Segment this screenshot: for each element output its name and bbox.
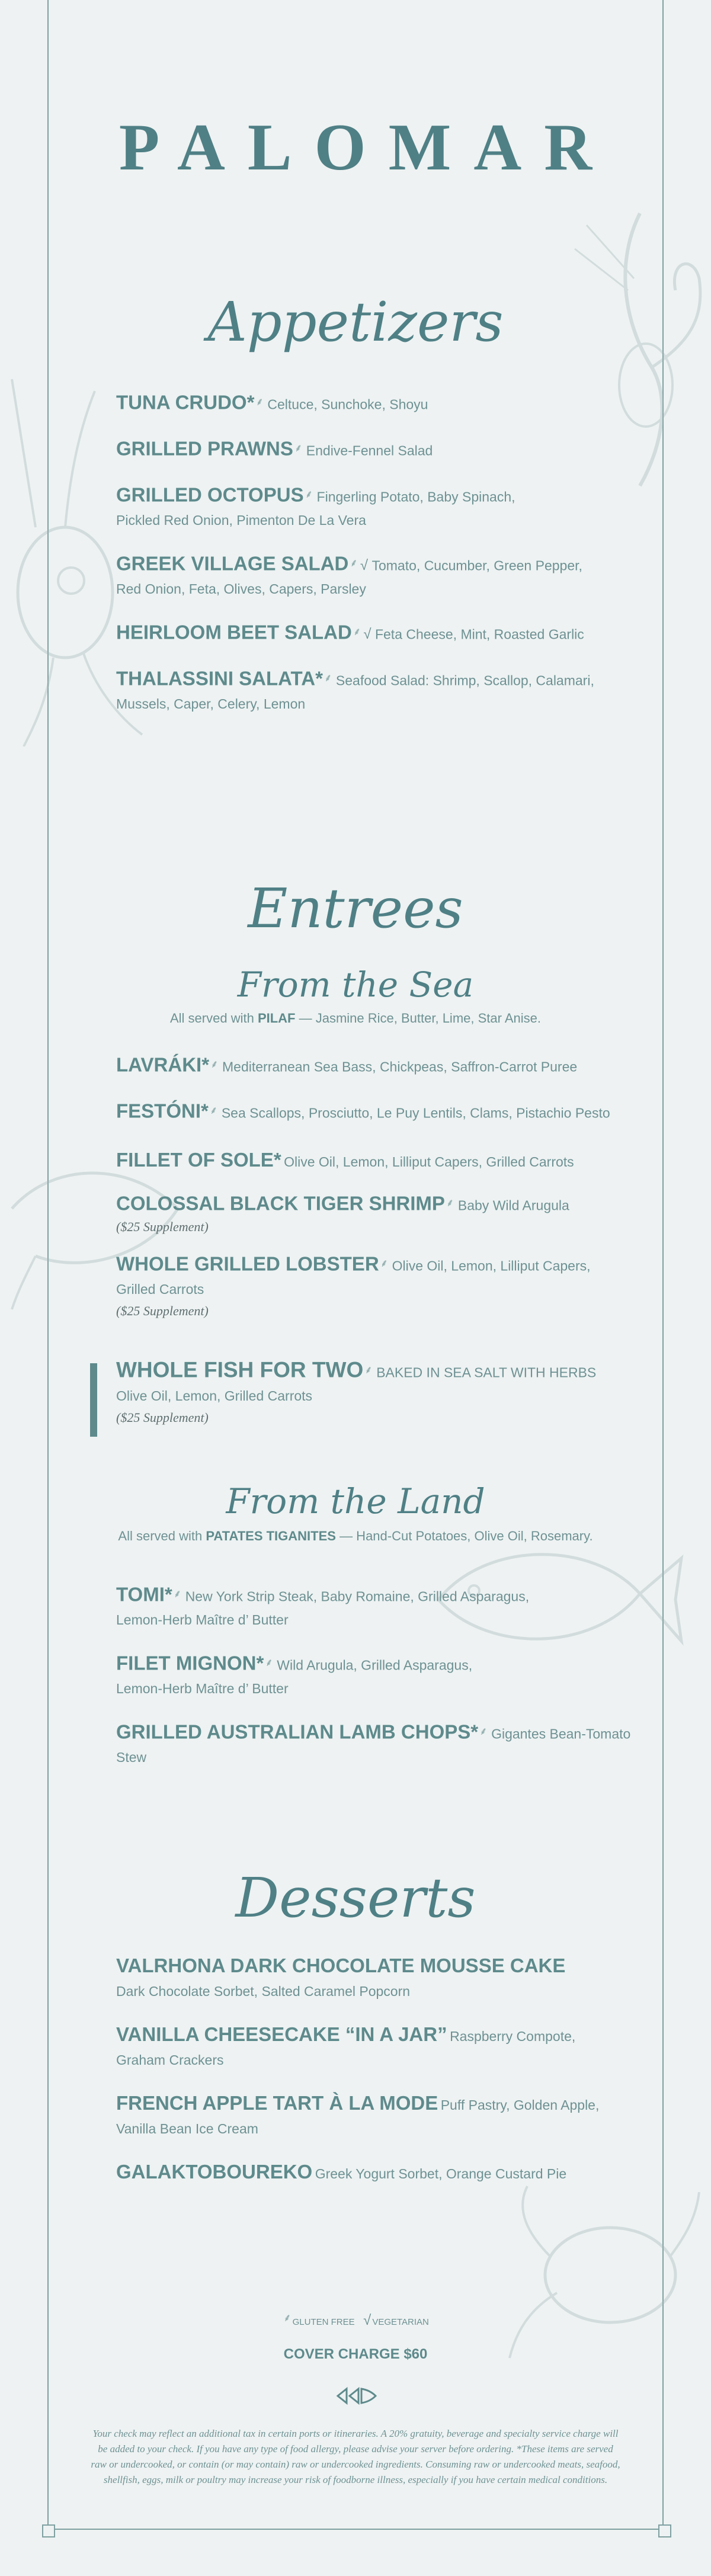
- wheat-icon: ⸙: [353, 626, 361, 637]
- vegetarian-icon: √: [363, 626, 371, 643]
- land-served-with: All served with PATATES TIGANITES — Hand-Cut Potatoes, Olive Oil, Rosemary.: [118, 1529, 593, 1543]
- item-description: Mediterranean Sea Bass, Chickpeas, Saffron-Carrot Puree: [222, 1059, 578, 1075]
- item-description: Seafood Salad: Shrimp, Scallop, Calamari,: [335, 672, 594, 688]
- supplement-note: ($25 Supplement): [116, 1303, 209, 1319]
- item-name: TOMI*: [116, 1583, 172, 1606]
- item-description-line2: Pickled Red Onion, Pimenton De La Vera: [116, 512, 366, 528]
- item-name: TUNA CRUDO*: [116, 391, 255, 414]
- item-description: Puff Pastry, Golden Apple,: [440, 2097, 600, 2113]
- wheat-icon: ⸙: [364, 1364, 373, 1376]
- vegetarian-icon: √: [360, 558, 369, 574]
- item-description-line2: Olive Oil, Lemon, Grilled Carrots: [116, 1388, 313, 1404]
- item-name: GREEK VILLAGE SALAD: [116, 552, 349, 575]
- wheat-icon: ⸙: [305, 488, 313, 500]
- wheat-icon: ⸙: [209, 1104, 218, 1116]
- from-the-sea-heading: From the Sea: [237, 965, 474, 1005]
- sea-served-with: All served with PILAF — Jasmine Rice, Butter, Lime, Star Anise.: [169, 1011, 541, 1026]
- desserts-heading: Desserts: [235, 1866, 476, 1930]
- item-description-line2: Vanilla Bean Ice Cream: [116, 2121, 258, 2136]
- wheat-icon: ⸙: [210, 1058, 219, 1070]
- item-description: Celtuce, Sunchoke, Shoyu: [267, 396, 428, 412]
- wheat-icon: ⸙: [446, 1197, 454, 1209]
- item-description: Feta Cheese, Mint, Roasted Garlic: [374, 626, 584, 642]
- vegetarian-icon: √: [363, 2312, 371, 2328]
- menu-item: [116, 1100, 649, 1126]
- frame-corner-ornament: [42, 2524, 55, 2537]
- item-description: Olive Oil, Lemon, Lilliput Capers, Grilled Carrots: [284, 1154, 574, 1170]
- menu-item: [116, 2161, 649, 2187]
- wheat-icon: ⸙: [324, 672, 332, 684]
- menu-item: [116, 1192, 649, 1236]
- wheat-icon: ⸙: [380, 1257, 389, 1269]
- dietary-legend: ⸙ GLUTEN FREE √ VEGETARIAN: [283, 2312, 429, 2328]
- item-description: Wild Arugula, Grilled Asparagus,: [277, 1657, 473, 1673]
- item-description-line2: Red Onion, Feta, Olives, Capers, Parsley: [116, 581, 366, 597]
- item-name: GRILLED AUSTRALIAN LAMB CHOPS*: [116, 1720, 479, 1743]
- wheat-icon: ⸙: [173, 1588, 182, 1600]
- item-description-line2: Dark Chocolate Sorbet, Salted Caramel Popcorn: [116, 1984, 411, 1999]
- item-description-line2: Lemon-Herb Maître d’ Butter: [116, 1681, 289, 1697]
- item-name: HEIRLOOM BEET SALAD: [116, 621, 352, 643]
- item-description: New York Strip Steak, Baby Romaine, Grilled Asparagus,: [185, 1588, 530, 1604]
- item-name: WHOLE GRILLED LOBSTER: [116, 1252, 379, 1275]
- item-description: BAKED IN SEA SALT WITH HERBS: [376, 1364, 597, 1380]
- item-name: GALAKTOBOUREKO: [116, 2161, 313, 2183]
- wheat-icon: ⸙: [350, 557, 358, 569]
- item-description-line2: Lemon-Herb Maître d’ Butter: [116, 1612, 289, 1628]
- menu-item: [116, 1053, 649, 1079]
- menu-item: [116, 2093, 649, 2142]
- item-name: THALASSINI SALATA*: [116, 667, 323, 690]
- menu-item: [116, 1149, 649, 1175]
- item-name: FILET MIGNON*: [116, 1652, 264, 1674]
- menu-item: [116, 437, 649, 463]
- menu-item: [116, 2024, 649, 2073]
- supplement-note: ($25 Supplement): [116, 1410, 209, 1425]
- item-description: Greek Yogurt Sorbet, Orange Custard Pie: [315, 2166, 567, 2181]
- item-name: FILLET OF SOLE*: [116, 1149, 281, 1171]
- wheat-icon: ⸙: [265, 1657, 273, 1668]
- menu-item: [116, 391, 649, 417]
- item-name: VALRHONA DARK CHOCOLATE MOUSSE CAKE: [116, 1955, 566, 1976]
- item-name: LAVRÁKI*: [116, 1053, 210, 1076]
- menu-item: [116, 1720, 649, 1770]
- menu-item: [116, 1583, 649, 1633]
- frame-corner-ornament: [658, 2524, 671, 2537]
- menu-item: [116, 552, 649, 602]
- menu-item: [116, 1652, 649, 1702]
- item-description-line2: Graham Crackers: [116, 2052, 224, 2068]
- item-name: GRILLED PRAWNS: [116, 437, 293, 460]
- item-name: FRENCH APPLE TART À LA MODE: [116, 2092, 438, 2114]
- item-name: FESTÓNI*: [116, 1100, 209, 1122]
- item-description: Endive-Fennel Salad: [306, 443, 433, 459]
- wheat-icon: ⸙: [294, 442, 303, 454]
- fish-logo-icon: [332, 2384, 379, 2408]
- brand-title: PALOMAR: [118, 111, 615, 184]
- menu-item: [116, 1955, 649, 2004]
- item-description: Sea Scallops, Prosciutto, Le Puy Lentils, Clams, Pistachio Pesto: [221, 1105, 610, 1121]
- supplement-note: ($25 Supplement): [116, 1219, 209, 1235]
- item-description-line2: Grilled Carrots: [116, 1281, 204, 1297]
- item-description: Tomato, Cucumber, Green Pepper,: [371, 558, 582, 573]
- cover-charge: COVER CHARGE $60: [283, 2346, 428, 2362]
- from-the-land-heading: From the Land: [226, 1481, 485, 1521]
- menu-item-featured: [116, 1359, 649, 1427]
- item-name: WHOLE FISH FOR TWO: [116, 1357, 364, 1382]
- item-description: Gigantes Bean-Tomato Stew: [116, 1726, 631, 1766]
- menu-item: [116, 667, 649, 717]
- crab-illustration: [492, 2157, 705, 2370]
- item-name: GRILLED OCTOPUS: [116, 483, 304, 506]
- featured-item-bar: [90, 1363, 97, 1437]
- menu-item: [116, 1252, 649, 1320]
- menu-item: [116, 483, 649, 533]
- item-description: Fingerling Potato, Baby Spinach,: [316, 489, 515, 505]
- item-description: Baby Wild Arugula: [457, 1197, 569, 1213]
- wheat-icon: ⸙: [283, 2312, 292, 2324]
- wheat-icon: ⸙: [479, 1725, 488, 1737]
- legal-footnote: Your check may reflect an additional tax in certain ports or itineraries. A 20% gratuity, beverage and specialty service charge will be added to your check. If you have any type of food allergy, please advise your server before ordering. *These items are served raw or undercooked, or contain (or may contain) raw or undercooked ingredients. Consuming raw or undercooked meats, seafood, shellfish, eggs, milk or poultry may increase your risk of foodborne illness, especially if you have certain medical conditions.: [91, 2428, 620, 2485]
- item-description: Olive Oil, Lemon, Lilliput Capers,: [392, 1258, 591, 1274]
- menu-item: [116, 621, 649, 647]
- wheat-icon: ⸙: [255, 396, 264, 408]
- item-name: COLOSSAL BLACK TIGER SHRIMP: [116, 1192, 445, 1215]
- entrees-heading: Entrees: [248, 877, 463, 940]
- appetizers-heading: Appetizers: [207, 290, 504, 354]
- item-description-line2: Mussels, Caper, Celery, Lemon: [116, 696, 306, 712]
- item-description: Raspberry Compote,: [450, 2029, 576, 2044]
- item-name: VANILLA CHEESECAKE “IN A JAR”: [116, 2023, 447, 2045]
